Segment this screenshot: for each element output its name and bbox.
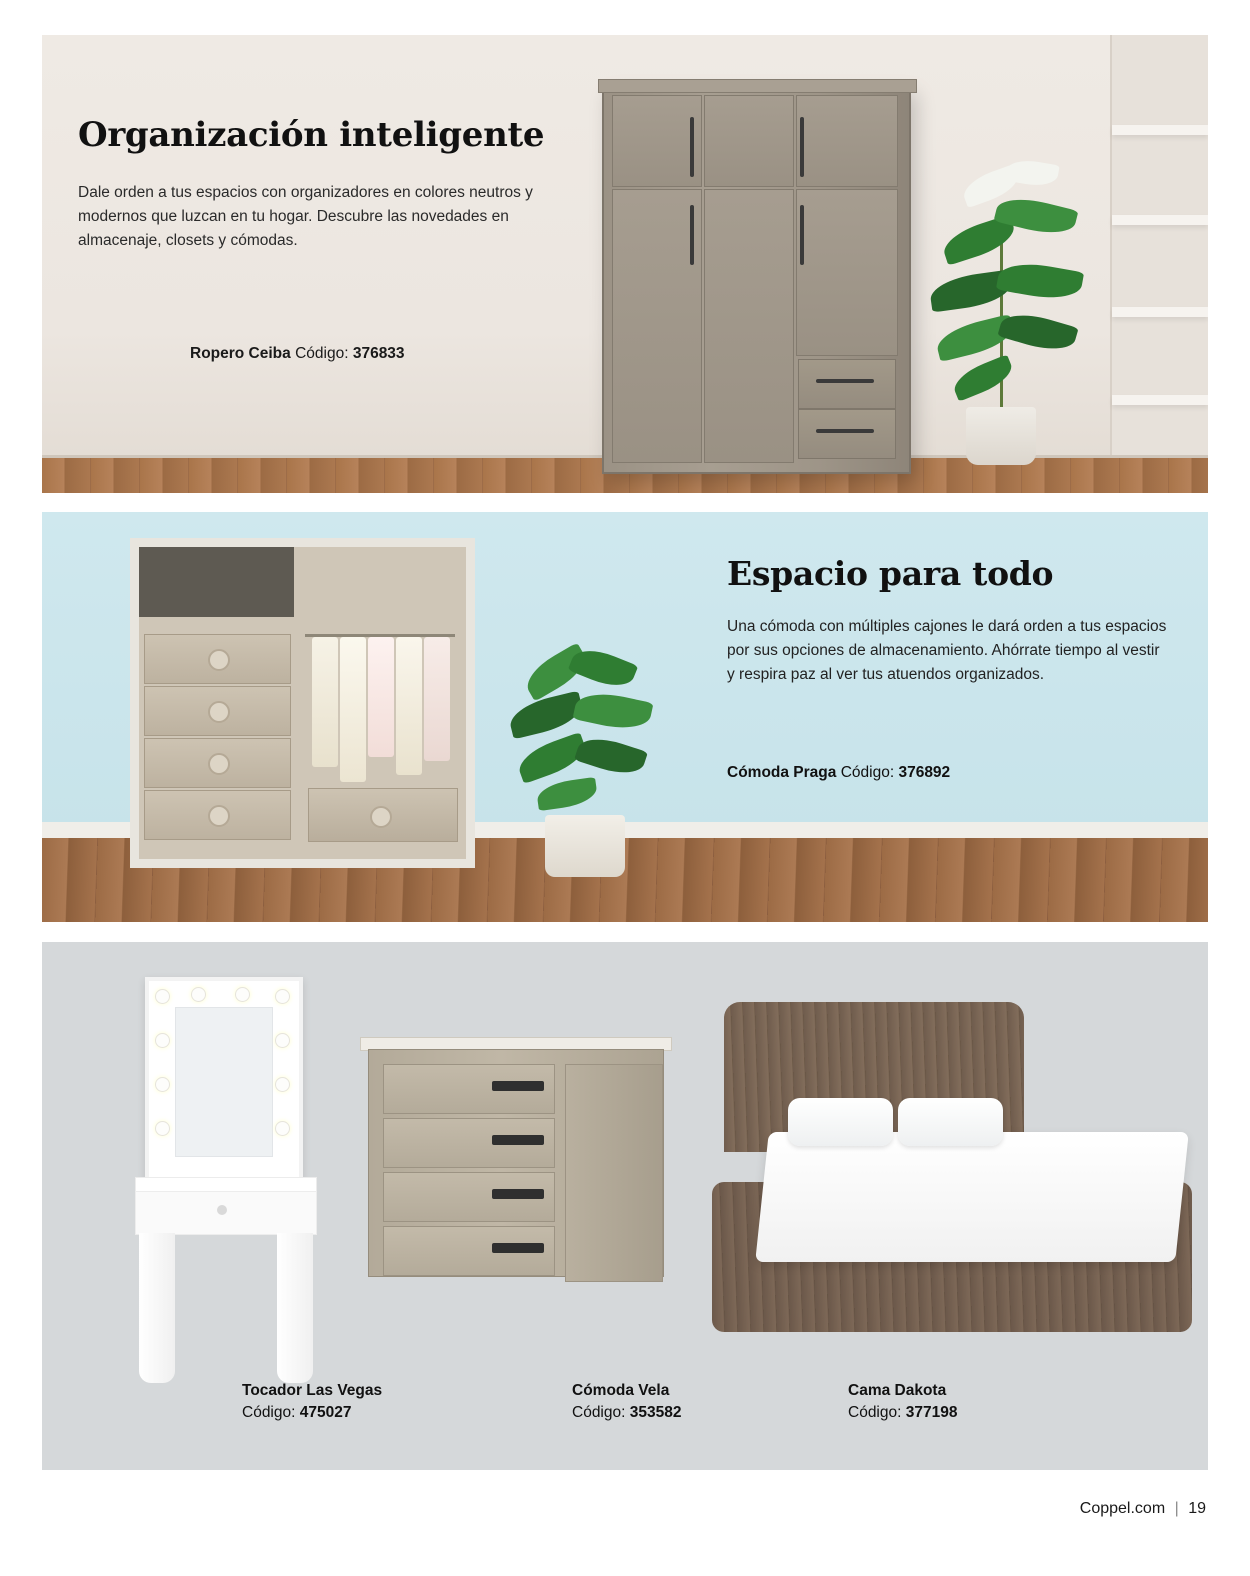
- wall-shelf: [1112, 395, 1208, 405]
- plant-leaf: [535, 777, 598, 811]
- section1-text-block: [78, 115, 578, 253]
- code-label: Código:: [242, 1404, 296, 1422]
- vanity-drawer-knob: [217, 1205, 227, 1215]
- code-label: Código:: [848, 1404, 902, 1422]
- section-organizacion-inteligente: [42, 35, 1208, 493]
- hanging-garment: [312, 637, 338, 767]
- footer-site: Coppel.com: [1079, 1500, 1166, 1517]
- product-name: Cama Dakota: [848, 1382, 947, 1399]
- mirror-bulb: [155, 989, 170, 1004]
- closet-open-shelf: [139, 547, 294, 617]
- section1-code-value: 376833: [352, 345, 405, 362]
- section2-product-name: Cómoda Praga: [727, 764, 837, 781]
- section2-code-value: 376892: [898, 764, 951, 781]
- wardrobe-handle: [800, 117, 804, 177]
- mirror-bulb: [235, 987, 250, 1002]
- closet-drawer-knob: [208, 753, 230, 775]
- dresser-drawer-handle: [492, 1081, 544, 1091]
- hanging-garment: [396, 637, 422, 775]
- side-wall: [1110, 35, 1208, 455]
- dresser-drawer-handle: [492, 1135, 544, 1145]
- mirror-bulb: [275, 1121, 290, 1136]
- product-code-line: [848, 1402, 957, 1424]
- dresser-drawer: [383, 1226, 555, 1276]
- product-image-tocador-las-vegas: [87, 977, 317, 1377]
- section2-body: Una cómoda con múltiples cajones le dará orden a tus espacios por sus opciones de almacenamiento. Ahórrate tiempo al vestir y respira paz al ver tus atuendos organizados.: [727, 618, 1167, 684]
- hanging-garment: [340, 637, 366, 782]
- dresser-drawer: [383, 1118, 555, 1168]
- code-label: Código:: [572, 1404, 626, 1422]
- product-image-ropero-ceiba: [602, 85, 911, 474]
- mirror-bulb: [155, 1077, 170, 1092]
- mirror-bulb: [191, 987, 206, 1002]
- page-footer: [1080, 1500, 1206, 1518]
- wardrobe-door: [796, 189, 898, 356]
- section-espacio-para-todo: [42, 512, 1208, 922]
- closet-drawer-knob: [208, 701, 230, 723]
- wardrobe-drawer-handle: [816, 379, 874, 383]
- bed-pillow: [788, 1098, 893, 1146]
- wardrobe-drawer: [798, 359, 896, 409]
- product-name: Tocador Las Vegas: [242, 1382, 383, 1399]
- mirror-glass: [175, 1007, 273, 1157]
- code-value: 353582: [629, 1404, 682, 1422]
- bed-pillow: [898, 1098, 1003, 1146]
- plant-pot: [545, 815, 625, 877]
- section1-product-caption: [190, 345, 405, 363]
- section1-body: Dale orden a tus espacios con organizadores en colores neutros y modernos que luzcan en tu hogar. Descubre las novedades en almacenaje, closets y cómodas.: [78, 184, 533, 250]
- dresser-drawer: [383, 1064, 555, 1114]
- dresser-drawer-handle: [492, 1243, 544, 1253]
- hanging-garment: [368, 637, 394, 757]
- section1-code-label: Código:: [295, 345, 349, 362]
- mirror-bulb: [275, 1033, 290, 1048]
- hanging-garment: [424, 637, 450, 761]
- product-image-comoda-praga: [130, 538, 475, 878]
- bed-mattress: [755, 1132, 1189, 1262]
- code-value: 377198: [905, 1404, 958, 1422]
- section1-title: Organización inteligente: [78, 115, 545, 155]
- wardrobe-handle: [690, 205, 694, 265]
- closet-bottom-drawer-knob: [370, 806, 392, 828]
- product-code-line: [572, 1402, 681, 1424]
- plant-leaf: [949, 354, 1016, 401]
- product-code-line: [242, 1402, 382, 1424]
- plant-leaf: [997, 307, 1078, 357]
- wardrobe-door: [704, 95, 794, 187]
- gallery-caption-item: [572, 1380, 681, 1425]
- wardrobe-drawer-handle: [816, 429, 874, 433]
- wall-shelf: [1112, 215, 1208, 225]
- wall-shelf: [1112, 125, 1208, 135]
- wardrobe-door: [704, 189, 794, 463]
- plant-leaf: [574, 731, 648, 781]
- mirror-bulb: [155, 1033, 170, 1048]
- mirror-bulb: [275, 989, 290, 1004]
- plant-leaf: [996, 258, 1084, 304]
- page-number: 19: [1188, 1500, 1206, 1517]
- wardrobe-door: [612, 95, 702, 187]
- vanity-mirror: [145, 977, 303, 1185]
- footer-separator: |: [1174, 1500, 1179, 1517]
- mirror-bulb: [155, 1121, 170, 1136]
- dresser-door: [565, 1064, 663, 1282]
- vanity-leg: [277, 1233, 313, 1383]
- dresser-body: [368, 1049, 664, 1277]
- dresser-drawer: [383, 1172, 555, 1222]
- code-value: 475027: [299, 1404, 352, 1422]
- closet-drawer-knob: [208, 649, 230, 671]
- product-image-comoda-vela: [360, 1037, 670, 1287]
- decor-plant: [922, 155, 1082, 465]
- section2-title: Espacio para todo: [727, 554, 1054, 593]
- plant-leaf: [573, 687, 654, 734]
- section-gallery: [42, 942, 1208, 1470]
- plant-pot: [966, 407, 1036, 465]
- vanity-leg: [139, 1233, 175, 1383]
- decor-plant: [497, 647, 667, 877]
- section2-text-block: [727, 554, 1177, 687]
- wardrobe-cornice: [598, 79, 917, 93]
- section1-product-name: Ropero Ceiba: [190, 345, 291, 362]
- wardrobe-handle: [690, 117, 694, 177]
- wardrobe-door: [796, 95, 898, 187]
- product-name: Cómoda Vela: [572, 1382, 670, 1399]
- section2-code-label: Código:: [840, 764, 895, 781]
- dresser-drawer-handle: [492, 1189, 544, 1199]
- section2-product-caption: [727, 764, 950, 782]
- wardrobe-handle: [800, 205, 804, 265]
- product-image-cama-dakota: [702, 1002, 1202, 1362]
- gallery-caption-item: [242, 1380, 382, 1425]
- closet-drawer-knob: [208, 805, 230, 827]
- gallery-caption-item: [848, 1380, 957, 1425]
- mirror-bulb: [275, 1077, 290, 1092]
- wardrobe-door: [612, 189, 702, 463]
- wall-shelf: [1112, 307, 1208, 317]
- wardrobe-drawer: [798, 409, 896, 459]
